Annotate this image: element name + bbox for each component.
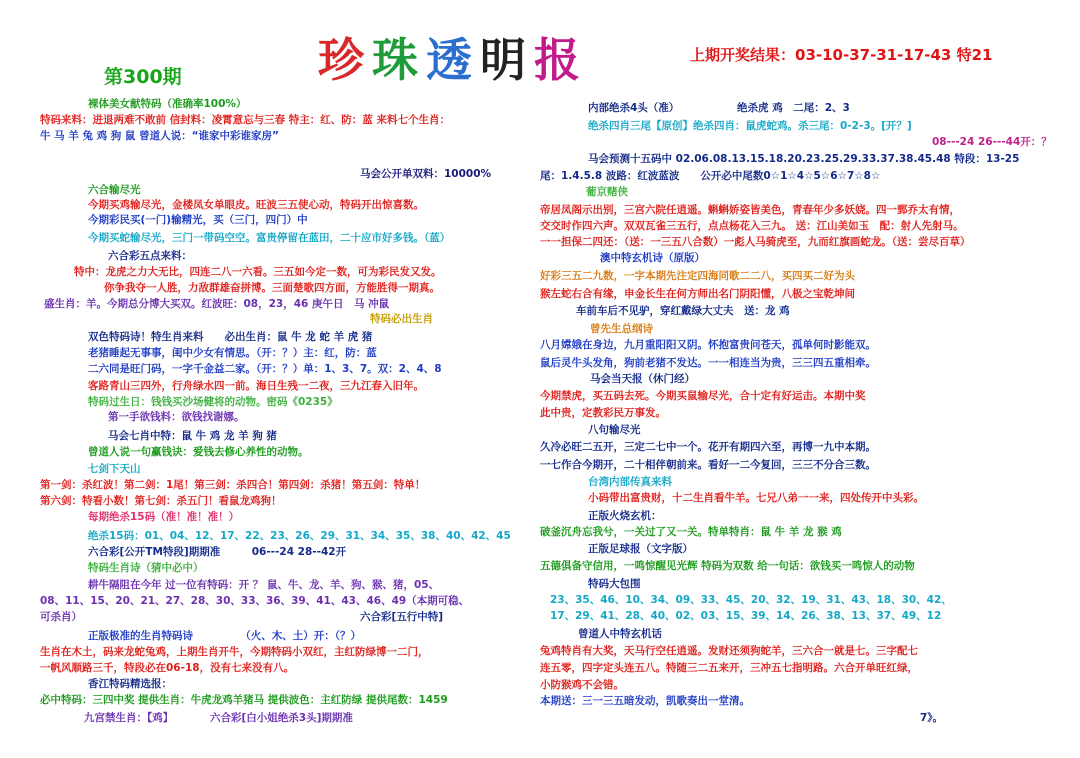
right-text-line: 绝杀四肖三尾【原创】绝杀四肖：鼠虎蛇鸡。杀三尾：0-2-3。[开？] — [588, 120, 912, 132]
title-char-3: 透 — [426, 33, 480, 87]
right-text-line: 五德俱备守信用，一鸣惊醒见光辉 特码为双数 给一句话：欲钱买一鸣惊人的动物 — [540, 560, 915, 572]
right-text-line: 曾先生总纲诗 — [590, 323, 653, 335]
right-text-line: 交交时作四六声。双双瓦雀三五行，点点杨花入三九。 送：江山美如玉 配：射人先射马。 — [540, 220, 964, 232]
left-text-line: 六合彩[五行中特] — [360, 611, 444, 623]
right-text-line: 特码大包围 — [588, 578, 641, 590]
left-text-line: 六合彩五点来料： — [108, 250, 192, 262]
left-text-line: 裸体美女献特码（准确率100%） — [88, 98, 247, 110]
left-text-line: 马会公开单双料：10000% — [360, 168, 492, 180]
left-text-line: 今期买鸡输尽光，金楼凤女单眼皮。旺波三五使心动，特码开出惊喜数。 — [88, 199, 424, 211]
left-text-line: 可杀肖） — [40, 611, 82, 623]
right-text-line: 好彩三五二九数，一字本期先注定四海同歌二二八，买四买二好为头 — [540, 270, 855, 282]
left-text-line: 今期买蛇输尽光，三门一带码空空。富贵停留在蓝田，二十应市好多钱。（蓝） — [88, 232, 451, 244]
right-text-line: 小防猴鸡不会错。 — [540, 679, 624, 691]
right-text-line: 鼠后灵牛头发角，狗前老猪不发达。一一相连当为贵，三三四五重相牵。 — [540, 357, 876, 369]
left-text-line: 特码生肖诗（猜中必中） — [88, 562, 204, 574]
right-text-line: 此中贵，定教彩民万事发。 — [540, 407, 666, 419]
left-text-line: 第一手欲钱料：欲钱找谢娜。 — [108, 411, 245, 423]
newspaper-title — [318, 24, 588, 90]
right-text-line: 车前车后不见驴，穿红戴绿大丈夫 送：龙 鸡 — [576, 305, 790, 317]
left-text-line: 双色特码诗！特生肖来料 必出生肖：鼠 牛 龙 蛇 羊 虎 猪 — [88, 331, 373, 343]
right-text-line: 兔鸡特肖有大奖，天马行空任逍遥。发财还须狗蛇羊，三六合一就是七。三字配七 — [540, 645, 918, 657]
left-text-line: 特码必出生肖 — [370, 313, 433, 325]
left-text-line: 生肖在木土，码来龙蛇兔鸡，上期生肖开牛，今期特码小双红，主红防绿博一二门， — [40, 646, 429, 658]
right-text-line: 曾道人中特玄机话 — [578, 628, 662, 640]
right-text-line: 破釜沉舟忘我兮，一关过了又一关。特单特肖：鼠 牛 羊 龙 猴 鸡 — [540, 526, 842, 538]
right-text-line: 17、29、41、28、40、02、03、15、39、14、26、38、13、37、49、12 — [550, 610, 942, 622]
left-text-line: 绝杀15码：01、04、12、17、22、23、26、29、31、34、35、38、40、42、45 — [88, 530, 511, 542]
right-text-line: 帝居凤阁示出别，三宫六院任逍遥。蝌蝌娇姿皆美色，青春年少多妖娆。四一鄄乔太有情， — [540, 204, 960, 216]
right-text-line: 马会预测十五码中 02.06.08.13.15.18.20.23.25.29.33.37.38.45.48 特段：13-25 — [588, 153, 1020, 165]
right-text-line: 八月嫦娥在身边，九月重阳阳又阴。怀抱富贵问苍天，孤单何时影能双。 — [540, 339, 876, 351]
left-text-line: 必中特码：三四中奖 提供生肖：牛虎龙鸡羊猪马 提供波色：主红防绿 提供尾数：1459 — [40, 694, 448, 706]
left-text-line: 七剑下天山 — [88, 463, 141, 475]
left-text-line: 08、11、15、20、21、27、28、30、33、36、39、41、43、46、49（本期可稳、 — [40, 595, 470, 607]
left-text-line: 二六同是旺门码，一字千金益二家。（开：？）单：1、3、7。双：2、4、8 — [88, 363, 442, 375]
right-text-line: 7》。 — [920, 712, 944, 724]
title-char-2: 珠 — [372, 33, 426, 87]
right-text-line: 小码带出富贵财，十二生肖看牛羊。七兄八弟一一来，四处传开中头彩。 — [588, 492, 924, 504]
left-text-line: 老猪睡起无事事，闺中少女有情思。（开：？）主：红，防：蓝 — [88, 347, 377, 359]
right-text-line: 一七作合今期开，二十相伴朝前来。看好一二今复回，三三不分合三数。 — [540, 459, 876, 471]
right-text-line: 葡京赌侠 — [586, 186, 628, 198]
left-text-line: 盛生肖：羊。今期总分博大买双。红波旺：08，23，46 庚午日 马 冲鼠 — [44, 298, 390, 310]
left-text-line: 正版极准的生肖特码诗 （火、木、土）开：（？） — [88, 630, 361, 642]
left-text-line: 今期彩民买(一门)输精光，买（三门，四门）中 — [88, 214, 308, 226]
right-text-line: 澳中特玄机诗（原版） — [600, 252, 705, 264]
left-text-line: 六合彩[公开TM特段]期期准 06---24 28--42开 — [88, 546, 347, 558]
left-text-line: 你争我夺一人胜，力敌群雄奋拼博。三面楚歌四方面，方能胜得一期真。 — [104, 282, 440, 294]
right-text-line: 连五零，四字定头连五八。特随三二五来开，三冲五七指明路。六合开单旺红绿， — [540, 662, 918, 674]
left-text-line: 耕牛隔阻在今年 过一位有特码：开 ？ 鼠、牛、龙、羊、狗、猴、猪，05、 — [88, 579, 440, 591]
right-text-line: 猴左蛇右合有缘，申金长生在何方师出名门阴阳懂，八极之宝乾坤间 — [540, 288, 855, 300]
left-text-line: 特中：龙虎之力大无比，四连二八一六看。三五如今定一数，可为彩民发又发。 — [74, 266, 442, 278]
right-text-line: 台湾内部传真来料 — [588, 476, 672, 488]
left-text-line: 六合输尽光 — [88, 184, 141, 196]
left-text-line: 香江特码精选报： — [88, 678, 172, 690]
title-char-5: 报 — [534, 33, 588, 87]
left-text-line: 曾道人说一句赢钱诀：爱钱去修心养性的动物。 — [88, 446, 309, 458]
right-text-line: 23、35、46、10、34、09、33、45、20、32、19、31、43、18、30、42、 — [550, 594, 952, 606]
right-text-line: 08---24 26---44开：？ — [932, 136, 1052, 148]
right-text-line: 正版火烧玄机： — [588, 510, 662, 522]
right-text-line: 久冷必旺二五开，三定二七中一个。花开有期四六至，再博一九中本期。 — [540, 441, 876, 453]
right-text-line: 内部绝杀4头（准） 绝杀虎 鸡 二尾：2、3 — [588, 102, 850, 114]
left-text-line: 第一剑：杀红波！第二剑：1尾！第三剑：杀四合！第四剑：杀猪！第五剑：特单！ — [40, 479, 426, 491]
left-text-line: 第六剑：特看小数！第七剑：杀五门！看鼠龙鸡狗！ — [40, 495, 282, 507]
left-text-line: 马会七肖中特：鼠 牛 鸡 龙 羊 狗 猪 — [108, 430, 277, 442]
title-char-4: 明 — [480, 33, 534, 87]
title-char-1: 珍 — [318, 33, 372, 87]
left-text-line: 特码来料：进退两难不敢前 信封料：凌霄意忘与三春 特主：红、防：蓝 来料七个生肖： — [40, 114, 450, 126]
right-text-line: 尾：1.4.5.8 波路：红波蓝波 公开必中尾数0☆1☆4☆5☆6☆7☆8☆ — [540, 170, 881, 182]
left-text-line: 每期绝杀15码（准！准！准！） — [88, 511, 240, 523]
right-text-line: 一一担保二四还：（送：一三五八合数）一彪人马骑虎至，九而红旗画蛇龙。（送：尝尽百草） — [540, 236, 971, 248]
left-text-line: 客路青山三四外，行舟绿水四一前。海日生残一二夜，三九江春入旧年。 — [88, 380, 424, 392]
issue-number: 第300期 — [104, 66, 182, 88]
right-text-line: 马会当天报（休门经） — [590, 373, 695, 385]
right-text-line: 八句输尽光 — [588, 424, 641, 436]
left-text-line: 特码过生日：钱钱买沙场健将的动物。密码《0235》 — [88, 396, 338, 408]
left-text-line: 一帆风顺路三千，特段必在06-18，没有七来没有八。 — [40, 662, 295, 674]
right-text-line: 正版足球报（文字版） — [588, 543, 693, 555]
last-draw-result: 上期开奖结果：03-10-37-31-17-43 特21 — [690, 46, 993, 64]
right-text-line: 本期送：三一三五暗发动，凯歌奏出一堂清。 — [540, 695, 750, 707]
left-text-line: 牛 马 羊 兔 鸡 狗 鼠 曾道人说：“谁家中彩谁家房” — [40, 130, 279, 142]
left-text-line: 九宫禁生肖：【鸡】 六合彩[白小姐绝杀3头]期期准 — [84, 712, 353, 724]
right-text-line: 今期禁虎，买五码去死。今期买鼠输尽光，合十定有好运击。本期中奖 — [540, 390, 866, 402]
